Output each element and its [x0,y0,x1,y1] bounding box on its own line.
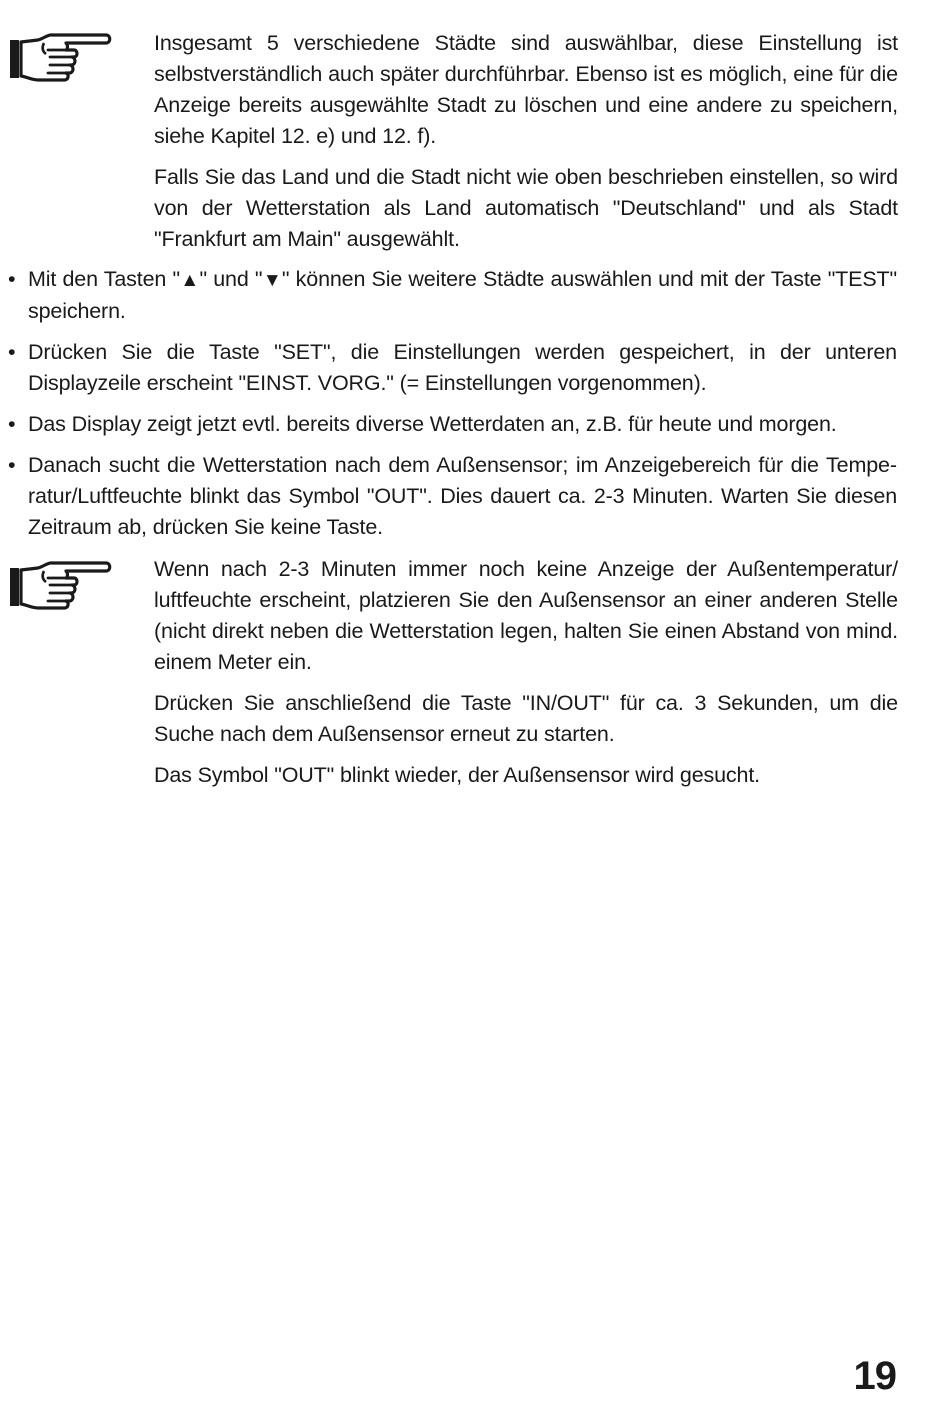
note-paragraph: Falls Sie das Land und die Stadt nicht wie oben beschrieben einstellen, so wird von der Wetterstation als Land automatisch "Deutschland" und als Stadt "Frankfurt am Main" ausgewählt. [154,165,898,251]
list-item [0,264,950,327]
instruction-list [0,264,950,553]
note-paragraph: Drücken Sie anschließend die Taste "IN/OUT" für ca. 3 Sekunden, um die Suche nach dem Außensensor erneut zu starten. [154,691,898,746]
note-body-1 [154,28,898,265]
list-item-text: Das Display zeigt jetzt evtl. bereits diverse Wetterdaten an, z.B. für heute und morgen. [28,412,837,436]
list-item [0,450,950,543]
page-number: 19 [853,1354,896,1398]
bullet-marker: • [8,340,16,364]
bullet-marker: • [8,412,16,436]
bullet-marker: • [8,267,16,291]
pointing-hand-icon [8,558,112,614]
list-item-text: Drücken Sie die Taste "SET", die Einstellungen werden gespeichert, in der unteren Displayzeile erscheint "EINST. VORG." (= Einstellungen vorgenommen). [28,340,897,395]
pointing-hand-icon [8,30,112,86]
bullet-marker: • [8,453,16,477]
list-item [0,409,950,440]
note-paragraph: Das Symbol "OUT" blinkt wieder, der Außensensor wird gesucht. [154,763,760,787]
list-item [0,337,950,399]
note-body-2 [154,554,898,801]
note-paragraph: Wenn nach 2-3 Minuten immer noch keine Anzeige der Außentemperatur/​luftfeuchte erscheint, platzieren Sie den Außensensor an einer anderen Stelle (nicht direkt neben die Wetterstation legen, halten Sie einen Abstand von mind. einem Meter ein. [154,557,898,674]
list-item-text: Mit den Tasten "▲" und "▼" können Sie weitere Städte auswählen und mit der Taste "TEST" speichern. [28,267,898,323]
up-arrow-symbol: ▲ [179,270,200,291]
down-arrow-symbol: ▼ [262,270,282,291]
note-paragraph: Insgesamt 5 verschiedene Städte sind auswählbar, diese Einstellung ist selbstverständlich auch später durchführbar. Ebenso ist es möglich, eine für die Anzeige bereits ausgewählte Stadt zu löschen und eine andere zu speichern, siehe Kapitel 12. e) und 12. f). [154,31,898,148]
list-item-text: Danach sucht die Wetterstation nach dem Außensensor; im Anzeigebereich für die Temperatur/Luftfeuchte blinkt das Symbol "OUT". Dies dauert ca. 2-3 Minuten. Warten Sie diesen Zeitraum ab, drücken Sie keine Taste. [28,453,897,539]
